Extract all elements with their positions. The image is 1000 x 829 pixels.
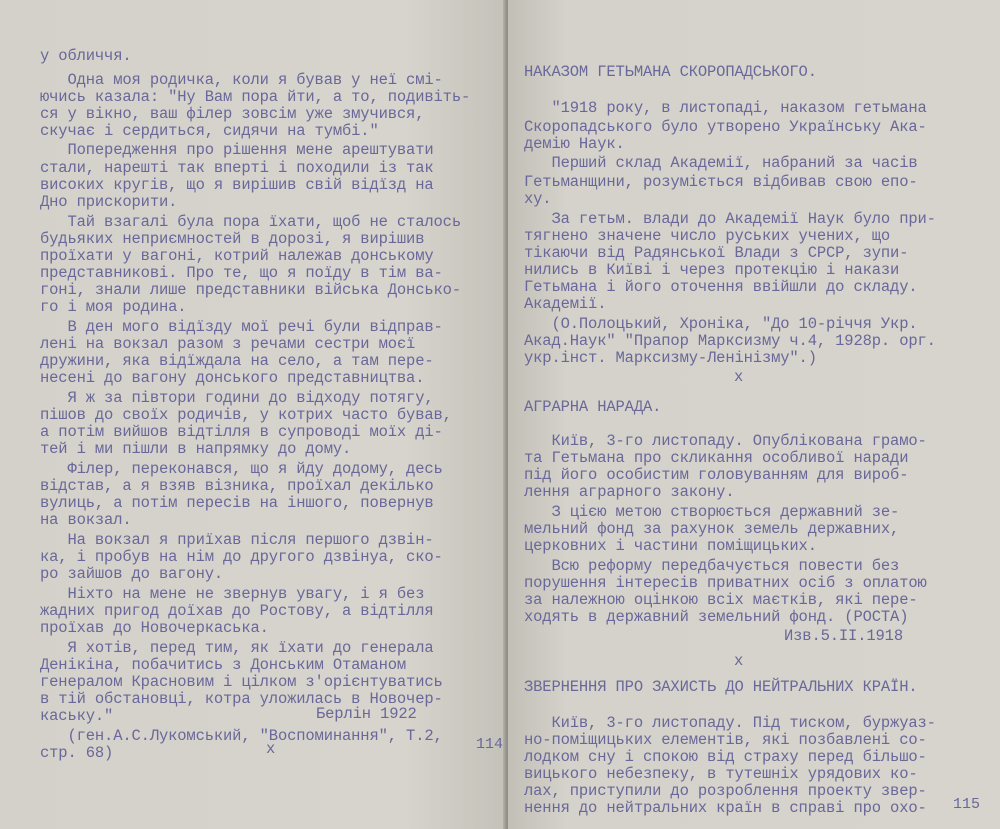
text-line: високих кругів, що я вирішив свій відїзд на	[40, 176, 434, 194]
text-line: демію Наук.	[524, 135, 625, 153]
text-line: пішов до своїх родичів, у котрих часто бував,	[40, 406, 452, 424]
text-line: дружини, яка відїждала на село, а там пере-	[40, 352, 434, 370]
text-line: Академії.	[524, 295, 607, 313]
text-line: каську."	[40, 707, 114, 725]
text-line: Перший склад Академії, набраний за часів	[524, 154, 918, 172]
text-line: x	[734, 368, 744, 386]
text-line: за належною оцінкою всіх маєтків, які пере-	[524, 591, 918, 609]
text-line: стали, нарешті так вперті і походили із так	[40, 159, 434, 177]
text-line: проїхав до Новочеркаська.	[40, 619, 269, 637]
text-line: гоні, знали лише представники війська Донсько-	[40, 281, 461, 299]
text-line: лені на вокзал разом з речами сестри моєї	[40, 335, 416, 353]
text-line: З цією метою створюється державний зе-	[524, 503, 900, 521]
text-line: під його особистим головуванням для вироб-	[524, 466, 909, 484]
text-line: Попередження про рішення мене арештувати	[40, 141, 434, 159]
text-line: Гетьмана і його оточення ввійшли до складу.	[524, 278, 918, 296]
text-line: ходять в державний земельний фонд. (РОСТА)	[524, 608, 909, 626]
text-line: ка, і пробув на нім до другого дзвінуа, ско-	[40, 548, 443, 566]
text-line: Акад.Наук" "Прапор Марксизму ч.4, 1928р. орг.	[524, 332, 936, 350]
text-line: нення до нейтральних країн в справі про охо-	[524, 799, 927, 817]
text-line: но-поміщицьких елементів, які позбавлені со-	[524, 731, 927, 749]
text-line: Дно прискорити.	[40, 193, 178, 211]
text-line: "1918 року, в листопаді, наказом гетьмана	[524, 99, 927, 117]
section-heading: ЗВЕРНЕННЯ ПРО ЗАХИСТЬ ДО НЕЙТРАЛЬНИХ КРАЇН.	[524, 678, 918, 696]
text-line: Я ж за півтори години до відходу потягу,	[40, 389, 434, 407]
text-line: вулиць, а потім пересів на іншого, повернув	[40, 494, 434, 512]
page-number-left: 114	[476, 736, 504, 753]
text-line: За гетьм. влади до Академії Наук було при-	[524, 210, 936, 228]
text-line: го і моя родина.	[40, 298, 187, 316]
text-line: Изв.5.II.1918	[784, 627, 903, 645]
text-line: Одна моя родичка, коли я бував у неї смі-	[40, 71, 443, 89]
text-line: Філер, переконався, що я йду додому, десь	[40, 460, 443, 478]
text-line: Берлін 1922	[316, 705, 417, 723]
text-line: а потім вийшов відтілля в супроводі моїх ді-	[40, 423, 443, 441]
text-line: Всю реформу передбачується повести без	[524, 557, 900, 575]
text-line: генералом Красновим і цілком з'орієнтуватись	[40, 673, 443, 691]
text-line: нились в Київі і через протекцію і накази	[524, 261, 900, 279]
text-line: (ген.А.С.Лукомський, "Воспоминання", Т.2,	[40, 727, 443, 745]
text-line: укр.інст. Марксизму-Ленінізму".)	[524, 349, 817, 367]
text-line: Денікіна, побачитись з Донським Отаманом	[40, 656, 407, 674]
text-line: На вокзал я приїхав після першого дзвін-	[40, 531, 434, 549]
text-line: Я хотів, перед тим, як їхати до генерала	[40, 639, 434, 657]
text-line: лодком сну і спокою від страху перед більшо-	[524, 748, 927, 766]
text-line: Ніхто на мене не звернув увагу, і я без	[40, 585, 425, 603]
text-line: Київ, 3-го листопаду. Під тиском, буржуаз-	[524, 714, 936, 732]
text-line: скучає і сердиться, сидячи на тумбі."	[40, 122, 379, 140]
page-number-right: 115	[953, 796, 981, 813]
text-line: у обличчя.	[40, 47, 132, 65]
text-line: (О.Полоцький, Хроніка, "До 10-річчя Укр.	[524, 315, 918, 333]
text-line: та Гетьмана про скликання особливої наради	[524, 449, 909, 467]
text-line: представникові. Про те, що я поїду в тім ва-	[40, 264, 443, 282]
text-line: ючись казала: "Ну Вам пора йти, а то, подивіть-	[40, 88, 471, 106]
text-line: x	[266, 740, 276, 758]
text-line: порушення інтересів приватних осіб з оплатою	[524, 574, 927, 592]
section-heading: НАКАЗОМ ГЕТЬМАНА СКОРОПАДСЬКОГО.	[524, 63, 817, 81]
text-line: церковних і частини поміщицьких.	[524, 537, 817, 555]
text-line: Тай взагалі була пора їхати, щоб не сталось	[40, 213, 461, 231]
text-line: стр. 68)	[40, 744, 114, 762]
text-line: проїхати у вагоні, котрий належав донському	[40, 247, 434, 265]
text-line: тей і ми пішли в напрямку до дому.	[40, 440, 352, 458]
text-line: ся у вікно, ваш філер зовсім уже змучився,	[40, 105, 425, 123]
text-line: Скоропадського було утворено Українську Ака-	[524, 118, 927, 136]
text-line: на вокзал.	[40, 511, 132, 529]
text-line: лах, приступили до розроблення проекту звер-	[524, 782, 927, 800]
text-line: несені до вагону донського представництва.	[40, 369, 425, 387]
text-line: Київ, 3-го листопаду. Опублікована грамо-	[524, 432, 927, 450]
text-line: ху.	[524, 190, 552, 208]
text-line: жадних пригод доїхав до Ростову, а відтілля	[40, 602, 434, 620]
text-line: тікаючи від Радянської Влади з СРСР, зупи-	[524, 244, 909, 262]
text-line: мельний фонд за рахунок земель державних,	[524, 520, 900, 538]
text-line: x	[734, 652, 744, 670]
text-line: ро зайшов до вагону.	[40, 565, 224, 583]
text-line: тягнено значене число руських учених, що	[524, 227, 891, 245]
text-line: вицького небезпеку, в тутешніх урядових ко-	[524, 765, 918, 783]
text-line: в тій обстановці, котра уложилась в Новочер-	[40, 690, 443, 708]
text-line: Гетьманщини, розуміється відбивав свою епо-	[524, 173, 918, 191]
text-line: будьяких неприємностей в дорозі, я вирішив	[40, 230, 425, 248]
text-line: В ден мого відїзду мої речі були відправ-	[40, 318, 443, 336]
text-line: відстав, а я взяв візника, проїхал декілько	[40, 477, 434, 495]
right-page	[508, 0, 1000, 829]
text-line: лення аграрного закону.	[524, 483, 735, 501]
section-heading: АГРАРНА НАРАДА.	[524, 398, 662, 416]
